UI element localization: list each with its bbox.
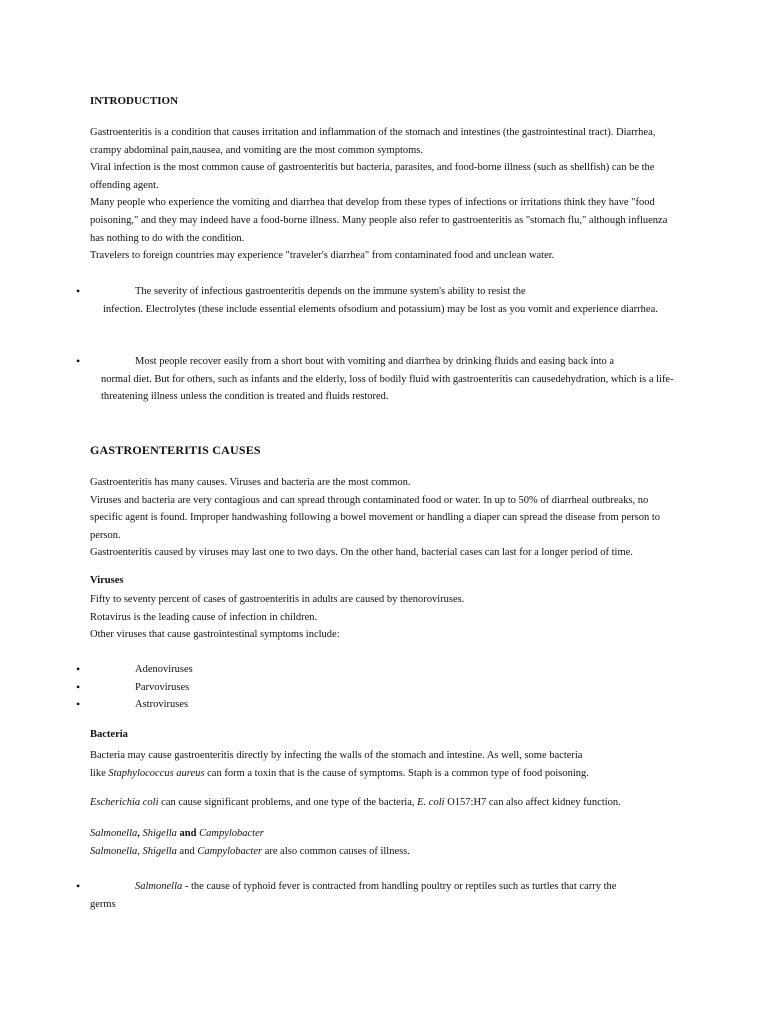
bullet-marker: • xyxy=(76,284,81,298)
bullet-first-line xyxy=(76,878,686,896)
salmonella-bullet xyxy=(76,878,686,913)
bullet-marker: • xyxy=(76,680,81,694)
species-name: Campylobacter xyxy=(199,828,264,839)
salmonella-line xyxy=(90,843,680,861)
bullet-continuation: germs xyxy=(90,898,116,910)
bullet-marker: • xyxy=(76,879,81,893)
bullet-continuation: normal diet. But for others, such as infants and the elderly, loss of bodily fluid with gastroenteritis can causedehydration, which is a life-threatening illness unless the condition is treated and fluids restored. xyxy=(101,373,674,403)
introduction-heading: INTRODUCTION xyxy=(90,95,179,107)
text-run: - the cause of typhoid fever is contracted from handling poultry or reptiles such as turtles that carry the xyxy=(182,881,617,892)
species-name: Salmonella xyxy=(90,828,138,839)
intro-body xyxy=(90,124,680,265)
intro-paragraph-3: Many people who experience the vomiting and diarrhea that develop from these types of infections or irritations think they have "food poisoning," and they may indeed have a food-borne illness. Many people also refer to gastroenteritis as "stomach flu," although influenza has nothing to do with the condition. xyxy=(90,197,668,244)
causes-paragraph-3: Gastroenteritis caused by viruses may last one to two days. On the other hand, bacterial cases can last for a longer period of time. xyxy=(90,547,633,559)
salmonella-section xyxy=(90,825,680,860)
text-run: O157:H7 can also affect kidney function. xyxy=(444,797,621,808)
viruses-heading: Viruses xyxy=(90,575,124,586)
bacteria-line-1: Bacteria may cause gastroenteritis directly by infecting the walls of the stomach and intestine. As well, some bacteria xyxy=(90,750,583,761)
causes-body xyxy=(90,474,680,562)
intro-paragraph-2: Viral infection is the most common cause of gastroenteritis but bacteria, parasites, and food-borne illness (such as shellfish) can be the offending agent. xyxy=(90,162,655,191)
text-run: can cause significant problems, and one type of the bacteria, xyxy=(158,797,418,808)
bullet-marker: • xyxy=(76,697,81,711)
viruses-body xyxy=(90,591,680,644)
list-item-label: Astroviruses xyxy=(135,699,189,710)
intro-bullet-2 xyxy=(76,353,686,406)
ecoli-line xyxy=(90,794,680,812)
text-run: can form a toxin that is the cause of symptoms. Staph is a common type of food poisoning. xyxy=(204,767,589,779)
viruses-line-2: Rotavirus is the leading cause of infection in children. xyxy=(90,611,318,623)
intro-paragraph-1: Gastroenteritis is a condition that causes irritation and inflammation of the stomach and intestines (the gastrointestinal tract). Diarrhea, crampy abdominal pain,nausea, and vomiting are the most common symptoms. xyxy=(90,127,656,156)
bullet-marker: • xyxy=(76,354,81,368)
causes-paragraph-1: Gastroenteritis has many causes. Viruses and bacteria are the most common. xyxy=(90,477,411,488)
bullet-marker: • xyxy=(76,662,81,676)
list-item-label: Adenoviruses xyxy=(135,664,193,675)
bacteria-body xyxy=(90,747,680,782)
species-name: Shigella xyxy=(142,828,177,839)
text-run: and xyxy=(176,845,198,857)
bullet-first-line: The severity of infectious gastroenteritis depends on the immune system's ability to resist the xyxy=(135,286,526,297)
text-run: and xyxy=(176,828,200,839)
text-run: , xyxy=(137,845,143,857)
bullet-continuation: infection. Electrolytes (these include essential elements ofsodium and potassium) may be lost as you vomit and experience diarrhea. xyxy=(103,303,658,315)
species-name: Campylobacter xyxy=(197,845,263,857)
text-run: like xyxy=(90,767,109,779)
ecoli-paragraph xyxy=(90,794,680,812)
bullet-first-line: Most people recover easily from a short bout with vomiting and diarrhea by drinking fluids and easing back into a xyxy=(135,356,615,367)
species-name: Staphylococcus aureus xyxy=(108,767,205,779)
intro-paragraph-4: Travelers to foreign countries may experience "traveler's diarrhea" from contaminated food and unclean water. xyxy=(90,250,555,262)
viruses-line-1: Fifty to seventy percent of cases of gastroenteritis in adults are caused by thenoroviruses. xyxy=(90,594,465,605)
species-name: Escherichia coli xyxy=(90,797,159,808)
salmonella-subheading xyxy=(90,825,680,843)
causes-paragraph-2: Viruses and bacteria are very contagious and can spread through contaminated food or water. In up to 50% of diarrheal outbreaks, no specific agent is found. Improper handwashing following a bowel movement or handling a diaper can spread the disease from person to person. xyxy=(90,494,661,541)
list-item-label: Parvoviruses xyxy=(135,682,190,693)
species-name: E. coli xyxy=(417,797,445,808)
intro-bullet-1 xyxy=(76,283,686,318)
bacteria-heading: Bacteria xyxy=(90,729,128,740)
species-name: Salmonella xyxy=(90,845,138,857)
species-name: Shigella xyxy=(142,845,177,857)
bacteria-line-2 xyxy=(90,765,680,783)
text-run: are also common causes of illness. xyxy=(262,845,410,857)
viruses-line-3: Other viruses that cause gastrointestinal symptoms include: xyxy=(90,629,340,641)
causes-heading: GASTROENTERITIS CAUSES xyxy=(90,443,261,457)
species-name: Salmonella xyxy=(135,881,183,892)
text-run: , xyxy=(137,828,143,839)
